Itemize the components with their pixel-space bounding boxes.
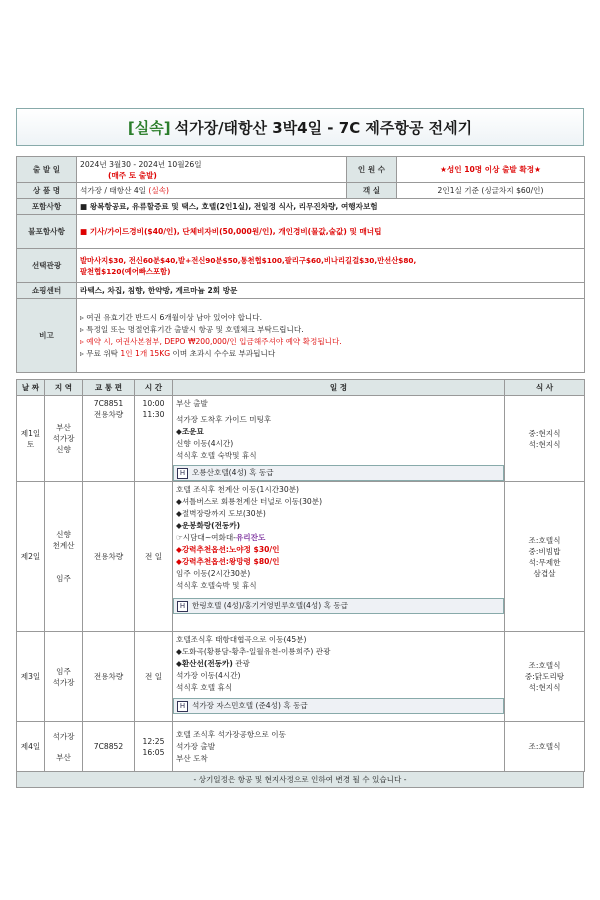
itinerary-document	[16, 108, 584, 788]
day3-row	[17, 632, 585, 722]
note-1: ▹ 여권 유효기간 반드시 6개월이상 남아 있어야 합니다.	[80, 312, 263, 322]
day1-row	[17, 396, 585, 482]
info-table	[16, 156, 585, 373]
day4-meal: 조:호텔식	[505, 722, 585, 772]
depart-label: 출 발 일	[17, 157, 77, 183]
col-meal: 식 사	[505, 380, 585, 396]
day3-transport: 전용차량	[83, 632, 135, 722]
note-label: 비고	[17, 299, 77, 373]
day1-region: 부산 석가장 신향	[45, 396, 83, 482]
hotel-icon: H	[177, 468, 188, 479]
product-cell	[77, 183, 347, 199]
depart-value: 2024년 3월30 - 2024년 10월26일	[80, 159, 202, 169]
day2-date: 제2일	[17, 482, 45, 632]
title-text: 석가장/태항산 3박4일 - 7C 제주항공 전세기	[174, 118, 473, 137]
col-transport: 교 통 편	[83, 380, 135, 396]
note-2: ▹ 특정일 또는 명절연휴기간 출발시 항공 및 호텔체크 부탁드립니다.	[80, 324, 304, 334]
hotel-icon: H	[177, 601, 188, 612]
product-value: 석가장 / 태항산 4일	[80, 186, 146, 195]
day4-date: 제4일	[17, 722, 45, 772]
day2-region: 신향 천계산 임주	[45, 482, 83, 632]
day4-itinerary: 호텔 조식후 석가장공항으로 이동 석가장 출발 부산 도착	[173, 722, 505, 772]
page-title	[16, 108, 584, 146]
include-label: 포함사항	[17, 199, 77, 215]
day2-meal: 조:호텔식 중:비빔밥 석:무제한 삼겹살	[505, 482, 585, 632]
day1-transport: 7C8851 전용차량	[83, 396, 135, 482]
shop-label: 쇼핑센터	[17, 283, 77, 299]
people-value: ★성인 10명 이상 출발 확정★	[397, 157, 585, 183]
footer-note: - 상기일정은 항공 및 현지사정으로 인하여 변경 될 수 있습니다 -	[16, 772, 584, 788]
day3-meal: 조:호텔식 중:닭도리탕 석:현지식	[505, 632, 585, 722]
day1-hotel: H 오룡산호텔(4성) 혹 동급	[173, 465, 504, 481]
exclude-mid: 단체비자비(50,000원/인),	[182, 227, 276, 236]
day3-time: 전 일	[135, 632, 173, 722]
room-value: 2인1실 기준 (싱글차지 $60/인)	[397, 183, 585, 199]
col-time: 시 간	[135, 380, 173, 396]
note-4: ▹ 무료 위탁 1인 1개 15KG 이며 초과시 수수료 부과됩니다	[80, 348, 276, 358]
title-tag: [실속]	[127, 118, 171, 137]
exclude-label: 불포함사항	[17, 215, 77, 249]
note-3: ▹ 예약 시, 여권사본첨부, DEPO ₩200,000/인 입금해주셔야 예약 확정됩니다.	[80, 336, 342, 346]
schedule-table	[16, 379, 585, 772]
option-line-2: 팔천협$120(예어빠스포함)	[80, 266, 171, 276]
col-region: 지 역	[45, 380, 83, 396]
exclude-prefix: ■ 기사/가이드경비($40/인),	[80, 227, 180, 236]
day1-time: 10:00 11:30	[135, 396, 173, 482]
day3-itinerary: 호텔조식후 태항대협곡으로 이동(45분) ◆도화곡(황룡담-황추-일월유천-이룡희주) 관광 ◆환산선(전동카) 관광 석가장 이동(4시간) 석식후 호텔 휴식 H 석가장 자스민호텔 (준4성) 혹 동급	[173, 632, 505, 722]
day2-time: 전 일	[135, 482, 173, 632]
option-cell	[77, 249, 585, 283]
people-label: 인 원 수	[347, 157, 397, 183]
day3-date: 제3일	[17, 632, 45, 722]
day2-transport: 전용차량	[83, 482, 135, 632]
exclude-suffix: 개인경비(물값,술값) 및 매너팁	[278, 227, 382, 236]
depart-note: (매주 토 출발)	[108, 170, 157, 180]
day2-row	[17, 482, 585, 632]
col-itinerary: 일 정	[173, 380, 505, 396]
day2-hotel: H 한링호텔 (4성)/홍기거영빈루호텔(4성) 혹 동급	[173, 598, 504, 614]
day3-hotel: H 석가장 자스민호텔 (준4성) 혹 동급	[173, 698, 504, 714]
day1-date: 제1일 토	[17, 396, 45, 482]
include-value: ■ 왕복항공료, 유류할증료 및 택스, 호텔(2인1실), 전일정 식사, 리무진차량, 여행자보험	[77, 199, 585, 215]
product-tag: (실속)	[148, 186, 170, 195]
day4-transport: 7C8852	[83, 722, 135, 772]
shop-value: 라텍스, 차집, 침향, 한약방, 게르마늄 2회 방문	[77, 283, 585, 299]
day4-row	[17, 722, 585, 772]
day4-time: 12:25 16:05	[135, 722, 173, 772]
day4-region: 석가장 부산	[45, 722, 83, 772]
depart-cell	[77, 157, 347, 183]
day2-itinerary: 호텔 조식후 천계산 이동(1시간30분) ◆셔틀버스로 회룡천계산 터널로 이동(30분) ◆절벽장랑까지 도보(30분) ◆운봉화랑(전동카) ☞시담대~여화대-유리잔도 ◆강력추천옵션:노야정 $30/인 ◆강력추천옵션:왕망령 $80/인 임주 이동(2시간30분) 석식후 호텔숙박 및 휴식 H 한링호텔 (4성)/홍기거영빈루호텔(4성) 혹 동급	[173, 482, 505, 632]
day3-region: 임주 석가장	[45, 632, 83, 722]
exclude-cell	[77, 215, 585, 249]
note-cell	[77, 299, 585, 373]
option-label: 선택관광	[17, 249, 77, 283]
day1-itinerary: 부산 출발 석가장 도착후 가이드 미팅후 ◆조운묘 신향 이동(4시간) 석식후 호텔 숙박및 휴식 H 오룡산호텔(4성) 혹 동급	[173, 396, 505, 482]
day1-meal: 중:현지식 석:현지식	[505, 396, 585, 482]
hotel-icon: H	[177, 701, 188, 712]
product-label: 상 품 명	[17, 183, 77, 199]
col-date: 날 짜	[17, 380, 45, 396]
option-line-1: 발마사지$30, 전신60분$40,발+전신90분$50,통천협$100,팔리구$60,비나리길걸$30,만선산$80,	[80, 255, 417, 265]
room-label: 객 실	[347, 183, 397, 199]
